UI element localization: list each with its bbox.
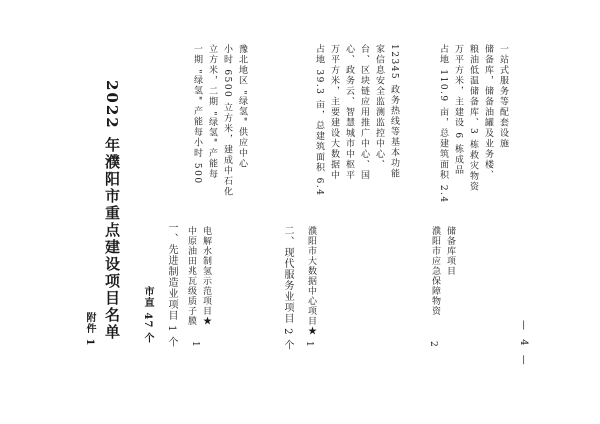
project-name-line: 濮阳市大数据中心项目★ [306,226,316,336]
project-description-line: 小时 6500 立方米，建成中石化 [222,44,232,198]
project-description-line: 立方米，二期 "绿氢" 产能每 [207,44,217,180]
project-description-line: 万平方米，主建设 6 栋成品 [453,44,463,176]
section-heading: 二、现代服务业项目 2 个 [282,225,293,351]
project-description-line: 家信息安全监测监控中心、 [374,44,384,170]
project-name-line: 濮阳市应急保障物资 [430,226,440,316]
page-title: 2022 年濮阳市重点建设项目名单 [103,80,121,341]
page-number: — 4 — [518,320,529,368]
project-description-line: 12345 政务热线等基本功能 [389,44,399,179]
project-name-line: 储备库项目 [445,226,455,276]
project-description-line: 占地 110.9 亩，总建筑面积 2.4 [438,44,448,204]
project-description-line: 储备库，储备油罐及业务楼、 [483,44,493,181]
attachment-label: 附件 1 [84,312,95,347]
section-heading: 一、先进制造业项目 1 个 [166,222,177,348]
project-description-line: 万平方米，主要建设大数据中 [329,44,339,181]
project-number: 2 [428,341,438,348]
project-description-line: 占地 39.3 亩，总建筑面积 6.4 [314,44,324,197]
project-description-line: 粮油低温储备库、3 栋救灾物资 [468,44,478,193]
project-description-line: 心、政务云、智慧城市中枢平 [344,44,354,181]
project-description-line: 豫北地区 "绿氢" 供应中心 [237,44,247,170]
project-description-line: 一期 "绿氢" 产能每小时 500 [192,44,202,185]
project-number: 1 [190,341,200,348]
city-count: 市直 47 个 [142,286,153,344]
project-number: 1 [304,341,314,348]
project-name-line: 电解水制氢示范项目★ [201,226,211,326]
project-name-line: 中原油田兆瓦级质子膜 [186,226,196,326]
project-description-line: 一站式服务等配套设施 [498,44,508,149]
project-description-line: 台、区块链应用推广中心、国 [359,44,369,181]
